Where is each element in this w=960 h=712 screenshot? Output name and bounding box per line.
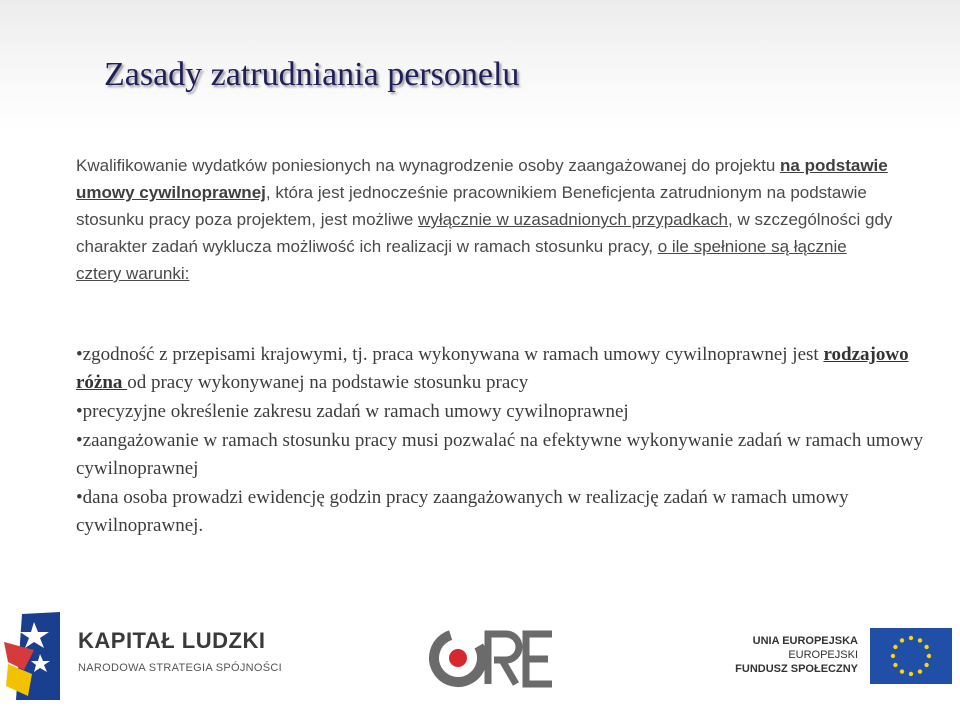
kapital-ludzki-logo-icon [4,612,62,702]
eu-fund-label-2: FUNDUSZ SPOŁECZNY [735,663,858,675]
kapital-ludzki-title: KAPITAŁ LUDZKI [78,628,266,653]
condition-text: •zaangażowanie w ramach stosunku pracy musi pozwalać na efektywne wykonywanie zadań w ramach umowy cywilnoprawnej [76,430,924,479]
eu-flag-icon [870,628,952,684]
intro-text-1: Kwalifikowanie wydatków poniesionych na wynagrodzenie osoby zaangażowanej do projektu [76,156,781,175]
intro-text-3: , w szczególności gdy charakter zadań wyklucza możliwość ich realizacji w ramach stosunku pracy, [76,210,893,256]
condition-item [76,427,926,483]
condition-text: •zgodność z przepisami krajowymi, tj. praca wykonywana w ramach umowy cywilnoprawnej jest [76,344,824,365]
kapital-ludzki-subtitle: NARODOWA STRATEGIA SPÓJNOŚCI [78,662,282,674]
intro-paragraph [76,152,896,287]
conditions-list [76,341,926,541]
condition-text: •precyzyjne określenie zakresu zadań w ramach umowy cywilnoprawnej [76,401,629,422]
eu-union-label: UNIA EUROPEJSKA [752,635,858,647]
condition-text: od pracy wykonywanej na podstawie stosunku pracy [127,372,529,393]
slide-title: Zasady zatrudniania personelu [104,56,520,93]
condition-item [76,398,926,426]
intro-emphasis-contract: na podstawie umowy cywilnoprawnej [76,156,888,202]
condition-text: •dana osoba prowadzi ewidencję godzin pracy zaangażowanych w realizację zadań w ramach umowy cywilnoprawnej. [76,487,849,536]
eu-fund-text [735,634,858,676]
intro-emphasis-justified: wyłącznie w uzasadnionych przypadkach [418,210,728,229]
ore-logo-icon [426,626,556,690]
intro-text-2: , która jest jednocześnie pracownikiem Beneficjenta zatrudnionym na podstawie stosunku pracy poza projektem, jest możliwe [76,183,867,229]
condition-emphasis: rodzajowo różna [76,344,909,393]
condition-item [76,341,926,397]
eu-fund-label-1: EUROPEJSKI [788,649,858,661]
intro-emphasis-conditions: o ile spełnione są łącznie cztery warunki: [76,237,847,283]
condition-item [76,484,926,540]
